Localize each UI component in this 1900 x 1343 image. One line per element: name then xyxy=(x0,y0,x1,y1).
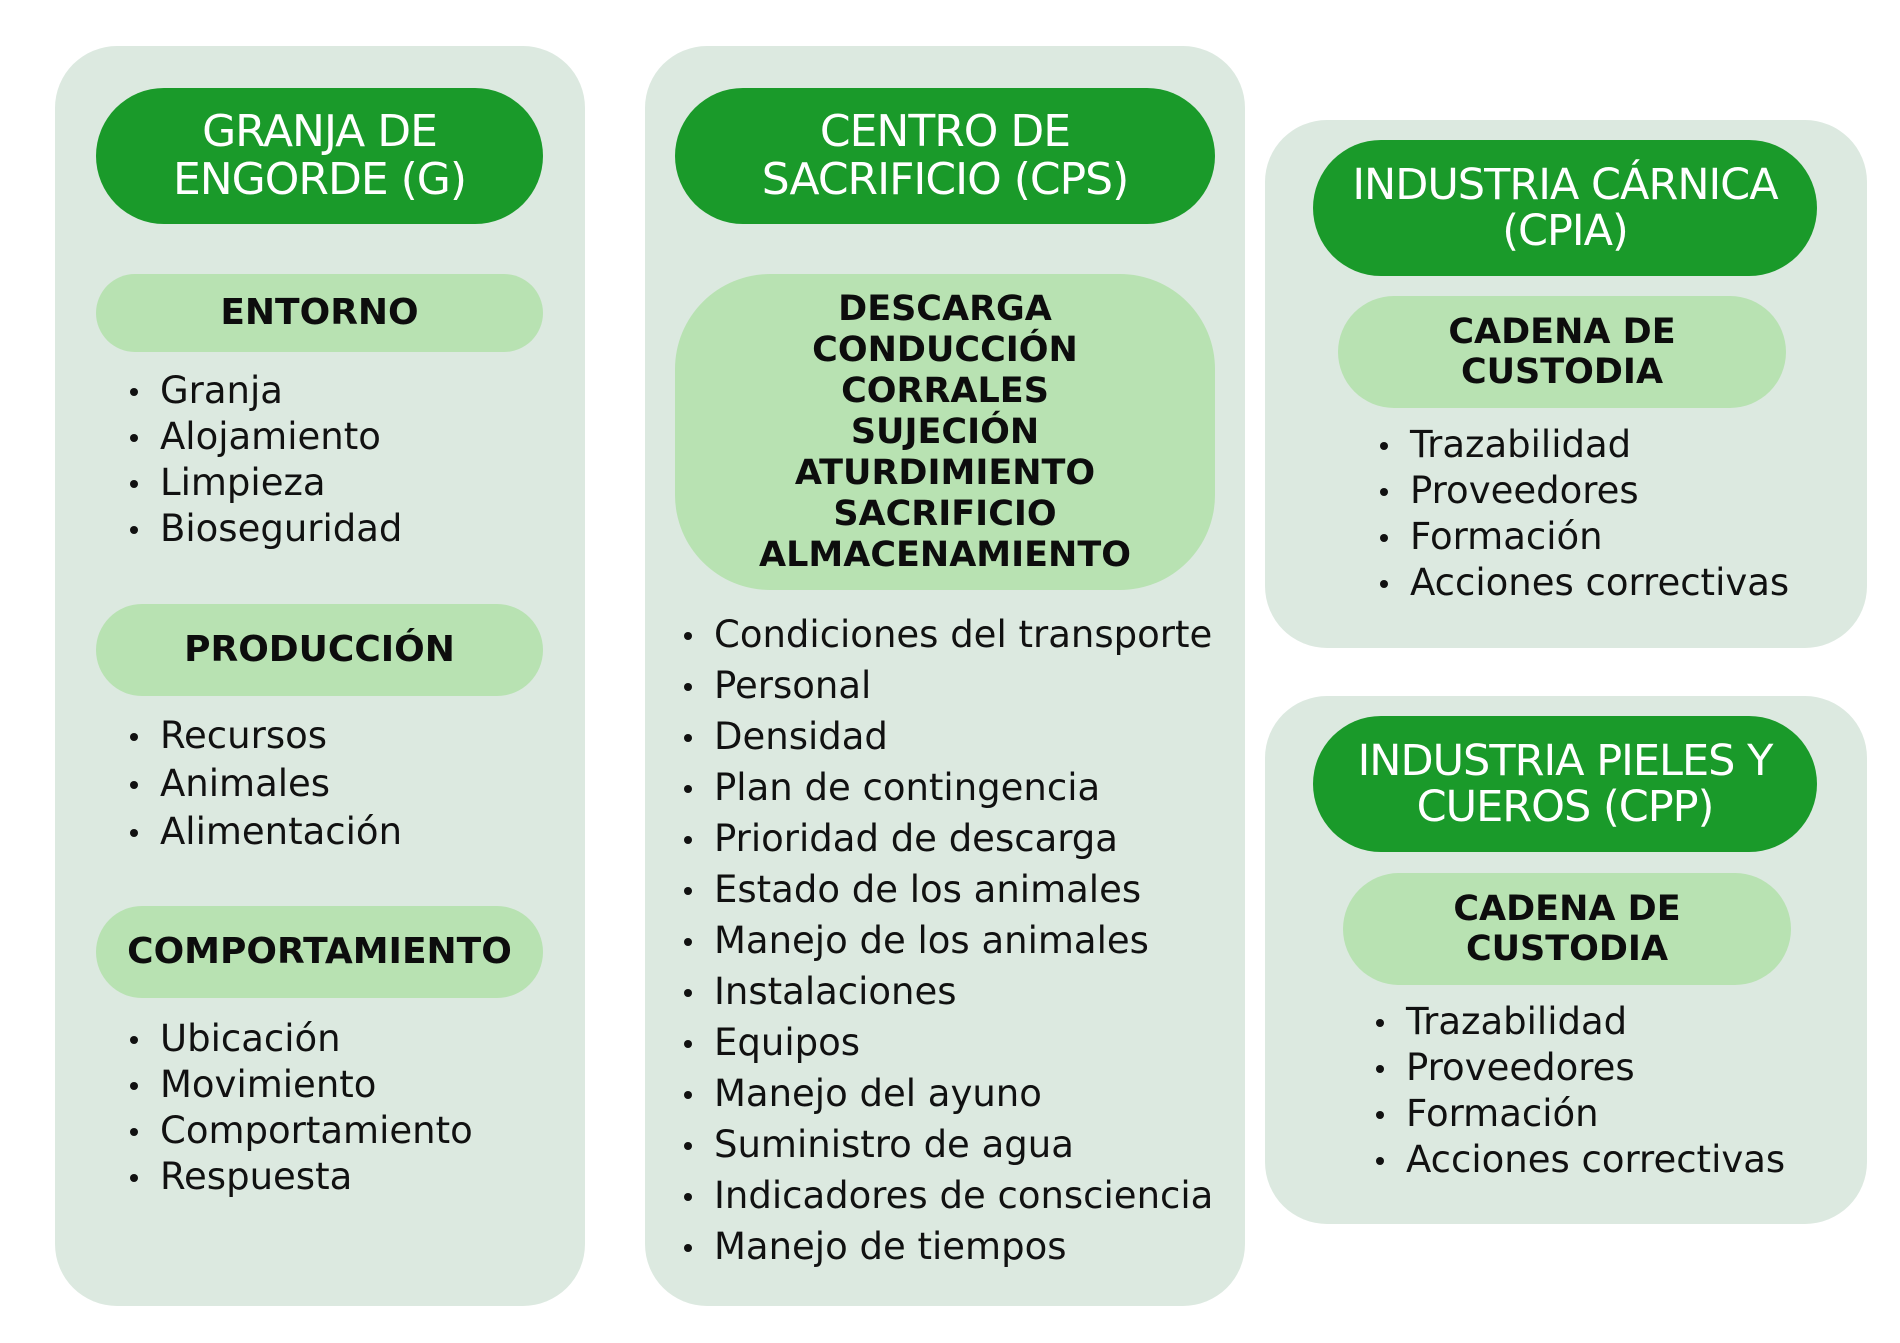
comportamiento-heading: COMPORTAMIENTO xyxy=(96,906,543,998)
list-item: Alojamiento xyxy=(126,414,402,460)
list-item: Manejo de los animales xyxy=(680,915,1213,966)
list-item: Suministro de agua xyxy=(680,1119,1213,1170)
list-item: Condiciones del transporte xyxy=(680,609,1213,660)
list-item: Movimiento xyxy=(126,1062,473,1108)
list-item: Manejo de tiempos xyxy=(680,1221,1213,1272)
list-item: Respuesta xyxy=(126,1154,473,1200)
list-item: Trazabilidad xyxy=(1372,999,1785,1045)
pieles-heading: CADENA DE CUSTODIA xyxy=(1343,873,1791,985)
list-item: Plan de contingencia xyxy=(680,762,1213,813)
stage-label: CORRALES xyxy=(841,370,1049,411)
list-item: Acciones correctivas xyxy=(1372,1137,1785,1183)
list-item: Densidad xyxy=(680,711,1213,762)
stage-label: SUJECIÓN xyxy=(850,411,1040,452)
list-item: Trazabilidad xyxy=(1376,422,1789,468)
list-item: Animales xyxy=(126,760,402,808)
list-item: Alimentación xyxy=(126,808,402,856)
list-item: Indicadores de consciencia xyxy=(680,1170,1213,1221)
comportamiento-list xyxy=(126,1016,473,1200)
stage-label: SACRIFICIO xyxy=(833,493,1057,534)
stage-label: ALMACENAMIENTO xyxy=(759,534,1131,575)
carnica-list xyxy=(1376,422,1789,606)
entorno-heading: ENTORNO xyxy=(96,274,543,352)
list-item: Instalaciones xyxy=(680,966,1213,1017)
list-item: Ubicación xyxy=(126,1016,473,1062)
list-item: Proveedores xyxy=(1376,468,1789,514)
list-item: Limpieza xyxy=(126,460,402,506)
list-item: Acciones correctivas xyxy=(1376,560,1789,606)
list-item: Formación xyxy=(1372,1091,1785,1137)
list-item: Formación xyxy=(1376,514,1789,560)
produccion-list xyxy=(126,712,402,856)
centro-title: CENTRO DE SACRIFICIO (CPS) xyxy=(675,88,1215,224)
granja-title: GRANJA DE ENGORDE (G) xyxy=(96,88,543,224)
carnica-title: INDUSTRIA CÁRNICA (CPIA) xyxy=(1313,140,1817,276)
list-item: Recursos xyxy=(126,712,402,760)
list-item: Equipos xyxy=(680,1017,1213,1068)
list-item: Personal xyxy=(680,660,1213,711)
stage-label: ATURDIMIENTO xyxy=(794,452,1096,493)
list-item: Manejo del ayuno xyxy=(680,1068,1213,1119)
list-item: Comportamiento xyxy=(126,1108,473,1154)
carnica-heading: CADENA DE CUSTODIA xyxy=(1338,296,1786,408)
produccion-heading: PRODUCCIÓN xyxy=(96,604,543,696)
list-item: Proveedores xyxy=(1372,1045,1785,1091)
stage-label: CONDUCCIÓN xyxy=(812,329,1078,370)
stages-box xyxy=(675,274,1215,590)
list-item: Estado de los animales xyxy=(680,864,1213,915)
list-item: Granja xyxy=(126,368,402,414)
stage-label: DESCARGA xyxy=(838,288,1052,329)
pieles-list xyxy=(1372,999,1785,1183)
pieles-title: INDUSTRIA PIELES Y CUEROS (CPP) xyxy=(1313,716,1817,852)
centro-list xyxy=(680,609,1213,1272)
list-item: Prioridad de descarga xyxy=(680,813,1213,864)
list-item: Bioseguridad xyxy=(126,506,402,552)
entorno-list xyxy=(126,368,402,552)
